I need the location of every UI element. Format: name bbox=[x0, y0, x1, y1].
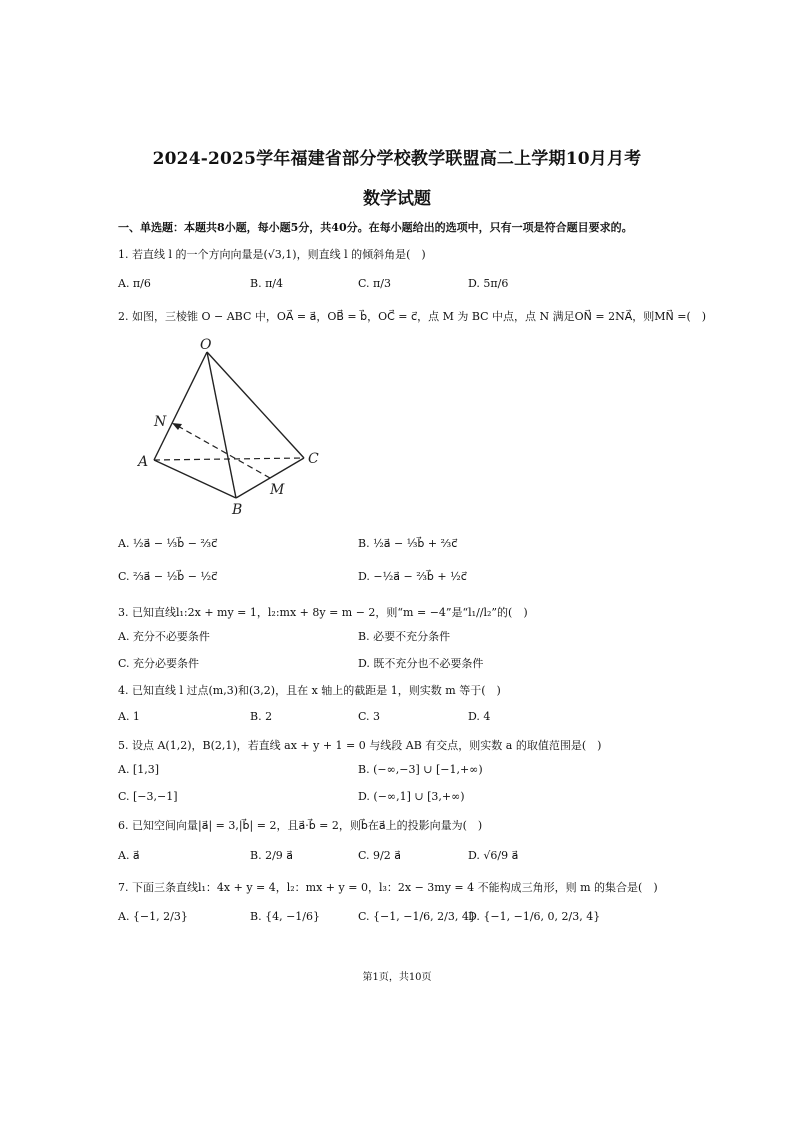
exam-title: 2024-2025学年福建省部分学校教学联盟高二上学期10月月考 bbox=[152, 149, 642, 169]
question-6-option-d: D. √6/9 a⃗ bbox=[468, 849, 519, 862]
question-3-option-c: C. 充分必要条件 bbox=[118, 657, 200, 670]
question-1-option-a: A. π/6 bbox=[118, 277, 151, 290]
question-1-option-d: D. 5π/6 bbox=[468, 277, 509, 290]
edge-oc bbox=[207, 352, 304, 458]
question-5-option-c: C. [−3,−1] bbox=[118, 790, 178, 803]
question-5-stem: 5. 设点 A(1,2)，B(2,1)，若直线 ax + y + 1 = 0 与线段 AB 有交点，则实数 a 的取值范围是( ) bbox=[118, 739, 602, 752]
question-1-option-b: B. π/4 bbox=[250, 277, 284, 290]
label-c: C bbox=[308, 451, 319, 467]
edge-oa bbox=[154, 352, 207, 460]
page-footer: 第1页，共10页 bbox=[362, 972, 432, 983]
question-7-option-b: B. {4, −1/6} bbox=[250, 910, 320, 923]
label-b: B bbox=[232, 502, 243, 518]
question-4-option-c: C. 3 bbox=[358, 710, 381, 723]
question-5-option-d: D. (−∞,1] ∪ [3,+∞) bbox=[358, 790, 465, 803]
tetrahedron-figure bbox=[130, 330, 350, 520]
question-4-option-d: D. 4 bbox=[468, 710, 491, 723]
question-2-option-b: B. ½a⃗ − ⅓b⃗ + ⅔c⃗ bbox=[358, 537, 458, 550]
question-2-option-d: D. −½a⃗ − ⅔b⃗ + ½c⃗ bbox=[358, 570, 467, 583]
question-7-option-d: D. {−1, −1/6, 0, 2/3, 4} bbox=[468, 910, 601, 923]
question-2-option-a: A. ½a⃗ − ⅓b⃗ − ⅔c⃗ bbox=[118, 537, 218, 550]
exam-subtitle: 数学试题 bbox=[363, 189, 431, 209]
question-3-stem: 3. 已知直线l₁:2x + my = 1，l₂:mx + 8y = m − 2，则“m = −4”是“l₁//l₂”的( ) bbox=[118, 606, 528, 619]
question-7-option-c: C. {−1, −1/6, 2/3, 4} bbox=[358, 910, 476, 923]
label-o: O bbox=[200, 337, 212, 353]
section-heading: 一、单选题：本题共8小题，每小题5分，共40分。在每小题给出的选项中，只有一项是符合题目要求的。 bbox=[118, 221, 633, 234]
question-1-stem: 1. 若直线 l 的一个方向向量是(√3,1)，则直线 l 的倾斜角是( ) bbox=[118, 248, 426, 261]
question-2-option-c: C. ⅔a⃗ − ½b⃗ − ½c⃗ bbox=[118, 570, 218, 583]
question-6-option-a: A. a⃗ bbox=[118, 849, 140, 862]
question-7-stem: 7. 下面三条直线l₁：4x + y = 4，l₂：mx + y = 0，l₃：2x − 3my = 4 不能构成三角形，则 m 的集合是( ) bbox=[118, 881, 658, 894]
question-5-option-a: A. [1,3] bbox=[118, 763, 160, 776]
question-5-option-b: B. (−∞,−3] ∪ [−1,+∞) bbox=[358, 763, 483, 776]
question-1-option-c: C. π/3 bbox=[358, 277, 391, 290]
question-6-stem: 6. 已知空间向量|a⃗| = 3,|b⃗| = 2，且a⃗·b⃗ = 2，则b⃗在a⃗上的投影向量为( ) bbox=[118, 819, 483, 832]
question-4-option-a: A. 1 bbox=[118, 710, 140, 723]
label-a: A bbox=[138, 454, 149, 470]
edge-ob bbox=[207, 352, 236, 498]
arrowhead-n bbox=[172, 423, 182, 430]
question-7-option-a: A. {−1, 2/3} bbox=[118, 910, 188, 923]
question-6-option-c: C. 9/2 a⃗ bbox=[358, 849, 401, 862]
question-2-stem: 2. 如图，三棱锥 O − ABC 中，OA⃗ = a⃗，OB⃗ = b⃗，OC⃗ = c⃗，点 M 为 BC 中点，点 N 满足ON⃗ = 2NA⃗，则MN⃗ =( ) bbox=[118, 310, 707, 323]
question-4-option-b: B. 2 bbox=[250, 710, 273, 723]
question-3-option-d: D. 既不充分也不必要条件 bbox=[358, 657, 484, 670]
question-3-option-a: A. 充分不必要条件 bbox=[118, 630, 210, 643]
label-m: M bbox=[270, 482, 285, 498]
edge-ab bbox=[154, 460, 236, 498]
label-n: N bbox=[154, 414, 167, 430]
question-4-stem: 4. 已知直线 l 过点(m,3)和(3,2)，且在 x 轴上的截距是 1，则实数 m 等于( ) bbox=[118, 684, 501, 697]
question-3-option-b: B. 必要不充分条件 bbox=[358, 630, 451, 643]
question-6-option-b: B. 2/9 a⃗ bbox=[250, 849, 294, 862]
